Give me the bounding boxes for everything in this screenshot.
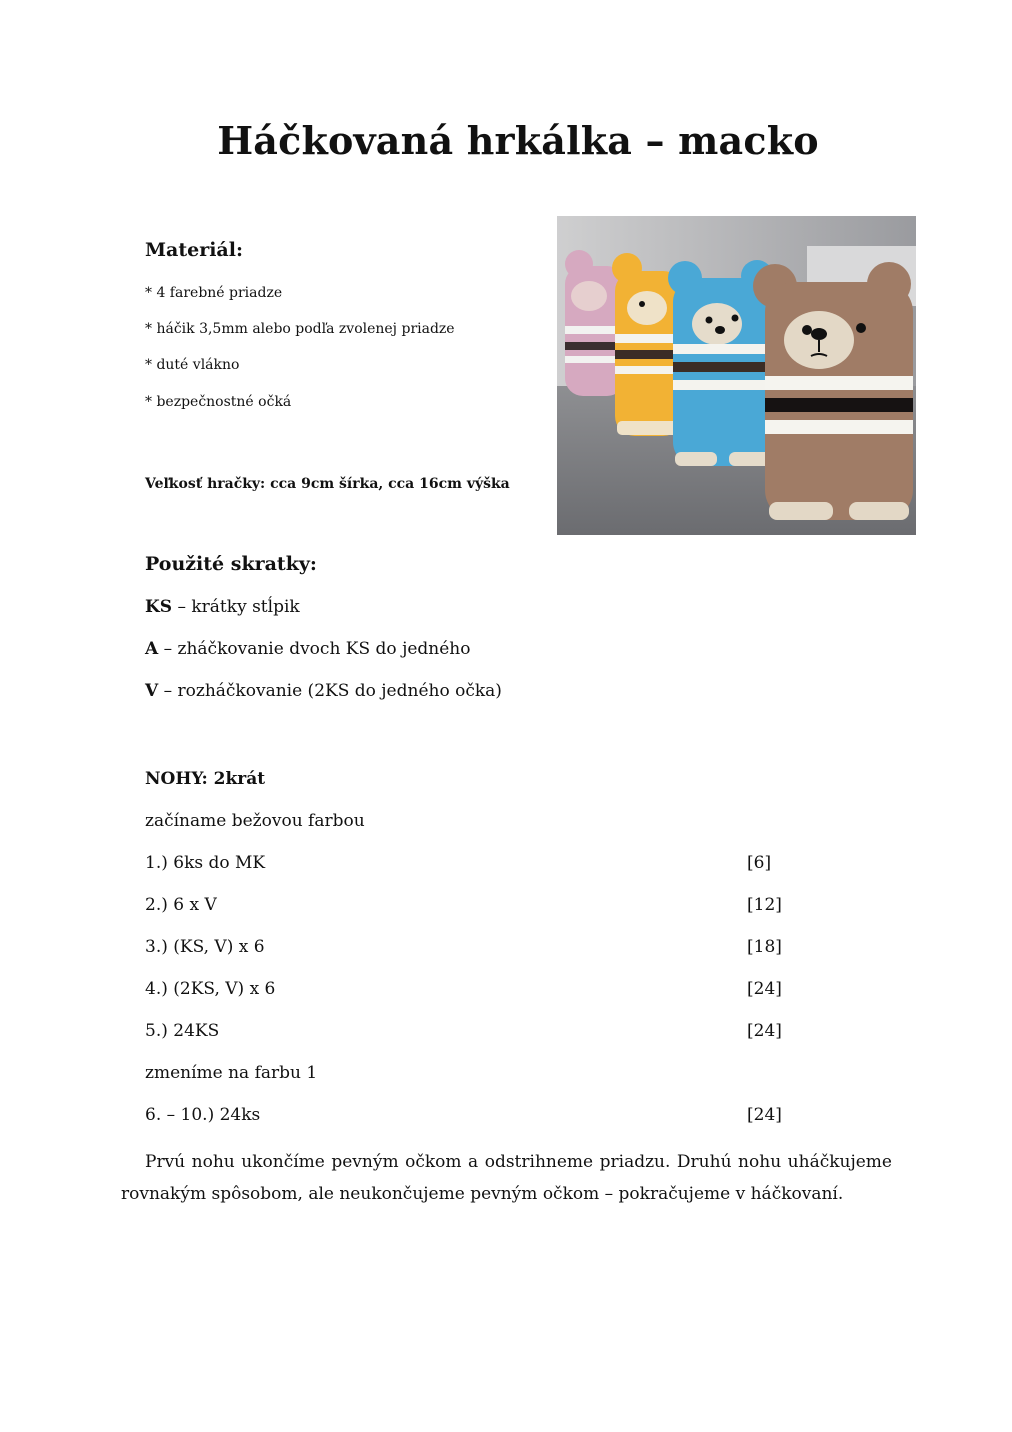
toy-size — [145, 476, 510, 492]
material-item: * duté vlákno — [145, 357, 240, 373]
pattern-row-count: [24] — [747, 979, 782, 999]
toy-size-label: Veľkosť hračky: — [145, 476, 266, 492]
abbreviation-code: A — [145, 639, 159, 659]
pattern-row-count: [18] — [747, 937, 782, 957]
toy-size-value: cca 9cm šírka, cca 16cm výška — [270, 476, 510, 492]
color-change-note: zmeníme na farbu 1 — [145, 1063, 318, 1083]
legs-instructions-paragraph: Prvú nohu ukončíme pevným očkom a odstrihneme priadzu. Druhú nohu uháčkujeme rovnakým spôsobom, ale neukončujeme pevným očkom – pokračujeme v háčkovaní. — [121, 1152, 892, 1204]
material-item: * 4 farebné priadze — [145, 285, 283, 301]
abbreviations-heading: Použité skratky: — [145, 553, 317, 575]
abbreviation-item — [145, 639, 470, 659]
pattern-row-step: 5.) 24KS — [145, 1021, 220, 1041]
pattern-row-step: 3.) (KS, V) x 6 — [145, 937, 265, 957]
pattern-row-step: 4.) (2KS, V) x 6 — [145, 979, 276, 999]
pattern-row-count: [24] — [747, 1021, 782, 1041]
pattern-row-count: [24] — [747, 1105, 782, 1125]
pattern-row-step: 1.) 6ks do MK — [145, 853, 266, 873]
abbreviation-code: KS — [145, 597, 173, 617]
crochet-bears-photo — [557, 216, 916, 535]
pattern-row-step: 6. – 10.) 24ks — [145, 1105, 261, 1125]
abbreviation-item — [145, 597, 300, 617]
pattern-row-count: [12] — [747, 895, 782, 915]
abbreviation-item — [145, 681, 502, 701]
abbreviation-text: – krátky stĺpik — [172, 597, 300, 617]
legs-heading: NOHY: 2krát — [145, 769, 266, 789]
pattern-row-count: [6] — [747, 853, 772, 873]
pattern-row-step: 2.) 6 x V — [145, 895, 217, 915]
abbreviation-text: – zháčkovanie dvoch KS do jedného — [158, 639, 471, 659]
legs-intro: začíname bežovou farbou — [145, 811, 365, 831]
abbreviation-text: – rozháčkovanie (2KS do jedného očka) — [158, 681, 502, 701]
material-heading: Materiál: — [145, 239, 243, 261]
material-item: * bezpečnostné očká — [145, 394, 292, 410]
abbreviation-code: V — [145, 681, 159, 701]
page-title: Háčkovaná hrkálka – macko — [217, 118, 819, 163]
material-item: * háčik 3,5mm alebo podľa zvolenej priadze — [145, 321, 455, 337]
